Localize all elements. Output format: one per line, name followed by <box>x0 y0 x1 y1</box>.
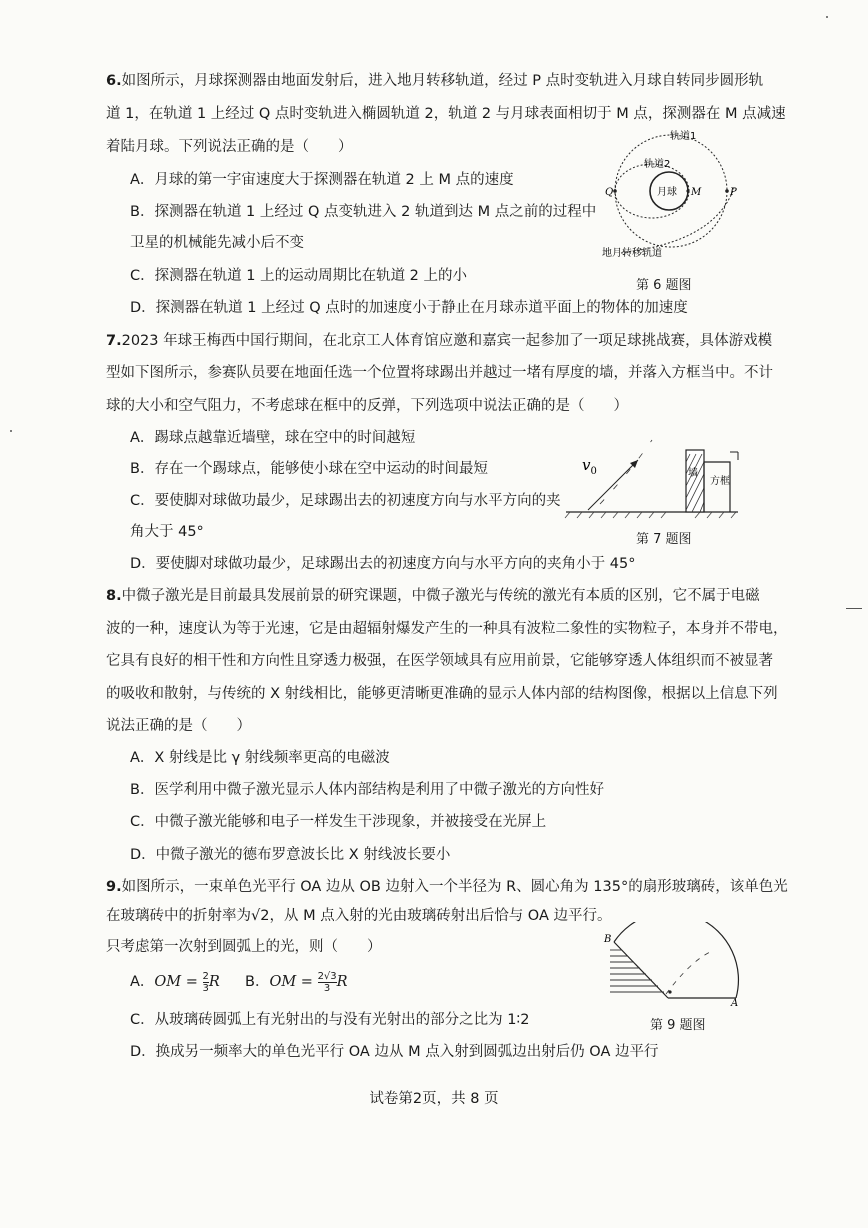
q9-line3: 只考虑第一次射到圆弧上的光，则（ ） <box>106 939 382 955</box>
ground-hatch <box>565 512 736 518</box>
q9-sqrt2: √2 <box>251 908 270 924</box>
q9-option-a-r: R <box>208 974 220 990</box>
q7-option-a: A．踢球点越靠近墙壁，球在空中的时间越短 <box>130 430 416 446</box>
q7-kick-figure <box>560 432 746 524</box>
q9-option-b-numerator: 2√3 <box>317 970 337 982</box>
q7-line1 <box>106 331 772 351</box>
q9-line2-part1: 在玻璃砖中的折射率为 <box>106 908 251 924</box>
q8-line1 <box>106 586 760 606</box>
box-frame <box>704 462 730 512</box>
q8-line5: 说法正确的是（ ） <box>106 718 251 734</box>
q9-option-a-expr: OM = <box>154 974 203 990</box>
moon-label: 月球 <box>657 187 677 198</box>
q7-line2: 型如下图所示，参赛队员要在地面任选一个位置将球踢出并越过一堵有厚度的墙，并落入方框当中。不计 <box>106 365 773 381</box>
q7-line3: 球的大小和空气阻力，不考虑球在框中的反弹，下列选项中说法正确的是（ ） <box>106 398 628 414</box>
v0-label <box>582 456 597 477</box>
q7-option-d: D．要使脚对球做功最少，足球踢出去的初速度方向与水平方向的夹角小于 45° <box>130 556 636 572</box>
q-label: Q <box>605 187 614 198</box>
scan-speck <box>826 16 828 18</box>
ob-edge <box>614 942 668 998</box>
orbit2-ellipse <box>615 164 689 218</box>
point-p <box>725 189 729 193</box>
q9-option-a-denominator: 3 <box>202 982 209 994</box>
point-q <box>613 189 617 193</box>
point-m <box>686 189 689 192</box>
q6-line1 <box>106 71 763 91</box>
q8-line4: 的吸收和散射，与传统的 X 射线相比，能够更清晰更准确的显示人体内部的结构图像，根据以上信息下列 <box>106 686 778 702</box>
q6-option-c: C．探测器在轨道 1 上的运动周期比在轨道 2 上的小 <box>130 268 468 284</box>
q8-line2: 波的一种，速度认为等于光速，它是由超辐射爆发产生的一种具有波粒二象性的实物粒子，本身并不带电， <box>106 621 788 637</box>
q9-option-d: D．换成另一频率大的单色光平行 OA 边从 M 点入射到圆弧边出射后仍 OA 边平行 <box>130 1044 659 1060</box>
q9-line1 <box>106 877 788 897</box>
q9-option-c: C．从玻璃砖圆弧上有光射出的与没有光射出的部分之比为 1∶2 <box>130 1012 530 1028</box>
q8-line3: 它具有良好的相干性和方向性且穿透力极强，在医学领域具有应用前景，它能够穿透人体组织而不被显著 <box>106 653 773 669</box>
orbit2-label: 轨道2 <box>644 159 671 170</box>
q9-number: 9. <box>106 879 122 895</box>
q8-option-a: A．X 射线是比 γ 射线频率更高的电磁波 <box>130 750 390 766</box>
q9-line2-part2: ，从 M 点入射的光由玻璃砖射出后恰与 OA 边平行。 <box>269 908 612 924</box>
v0-symbol: v <box>582 456 591 474</box>
q9-option-a <box>130 970 220 994</box>
q9-option-b-fraction <box>318 971 337 994</box>
q7-figure-caption: 第 7 题图 <box>636 532 692 547</box>
q7-line1-text: 2023 年球王梅西中国行期间，在北京工人体育馆应邀和嘉宾一起参加了一项足球挑战赛，具体游戏模 <box>121 333 773 349</box>
q7-number: 7. <box>106 333 122 349</box>
scan-mark <box>846 608 862 609</box>
q8-option-c: C．中微子激光能够和电子一样发生干涉现象，并被接受在光屏上 <box>130 814 547 830</box>
q9-line1-text: 如图所示，一束单色光平行 OA 边从 OB 边射入一个半径为 R、圆心角为 135°的扇形玻璃砖，该单色光 <box>121 879 788 895</box>
v0-subscript: 0 <box>590 466 597 477</box>
incident-rays <box>610 950 664 992</box>
q9-option-a-numerator: 2 <box>202 970 209 982</box>
q6-option-b-line2: 卫星的机械能先减小后不变 <box>130 235 304 251</box>
arc-edge <box>614 922 738 998</box>
page-footer: 试卷第2页，共 8 页 <box>369 1091 499 1107</box>
a-label: A <box>731 998 739 1006</box>
wall-label: 墙 <box>688 468 698 479</box>
q6-line3: 着陆月球。下列说法正确的是（ ） <box>106 139 353 155</box>
point-m <box>668 990 671 993</box>
refracted-ray <box>666 952 710 994</box>
m-label: M <box>691 187 702 198</box>
q8-option-d: D．中微子激光的德布罗意波长比 X 射线波长要小 <box>130 847 451 863</box>
b-label: B <box>604 934 612 945</box>
q6-line2: 道 1，在轨道 1 上经过 Q 点时变轨进入椭圆轨道 2，轨道 2 与月球表面相切于 M 点，探测器在 M 点减速 <box>106 106 786 122</box>
q6-option-b-line1: B．探测器在轨道 1 上经过 Q 点变轨进入 2 轨道到达 M 点之前的过程中 <box>130 204 597 220</box>
q6-line1-text: 如图所示，月球探测器由地面发射后，进入地月转移轨道，经过 P 点时变轨进入月球自转同步圆形轨 <box>121 73 764 89</box>
q9-option-b-expr: OM = <box>269 974 318 990</box>
scan-speck <box>10 430 12 432</box>
q9-option-b-r: R <box>336 974 348 990</box>
q9-figure-caption: 第 9 题图 <box>650 1018 706 1033</box>
q9-option-b-denominator: 3 <box>323 982 331 994</box>
q6-option-a: A．月球的第一宇宙速度大于探测器在轨道 2 上 M 点的速度 <box>130 172 514 188</box>
q8-option-b: B．医学利用中微子激光显示人体内部结构是利用了中微子激光的方向性好 <box>130 782 604 798</box>
q9-line2 <box>106 906 612 926</box>
q9-option-b <box>245 970 348 994</box>
q6-option-d: D．探测器在轨道 1 上经过 Q 点时的加速度小于静止在月球赤道平面上的物体的加速度 <box>130 300 688 316</box>
q7-option-c-line1: C．要使脚对球做功最少，足球踢出去的初速度方向与水平方向的夹 <box>130 493 561 509</box>
q7-option-b: B．存在一个踢球点，能够使小球在空中运动的时间最短 <box>130 461 488 477</box>
q8-line1-text: 中微子激光是目前最具发展前景的研究课题，中微子激光与传统的激光有本质的区别，它不属于电磁 <box>121 588 760 604</box>
q9-glass-figure <box>600 922 746 1006</box>
q6-number: 6. <box>106 73 122 89</box>
transfer-label: 地月转移轨道 <box>602 248 662 259</box>
q6-orbit-figure <box>596 128 746 268</box>
orbit1-label: 轨道1 <box>670 131 697 142</box>
box-label: 方框 <box>710 476 730 487</box>
transfer-orbit <box>621 188 734 253</box>
q7-option-c-line2: 角大于 45° <box>130 524 204 540</box>
p-label: P <box>730 187 737 198</box>
q9-option-a-prefix: A． <box>130 974 155 990</box>
q6-figure-caption: 第 6 题图 <box>636 278 692 293</box>
q9-option-b-prefix: B． <box>245 974 270 990</box>
q8-number: 8. <box>106 588 122 604</box>
